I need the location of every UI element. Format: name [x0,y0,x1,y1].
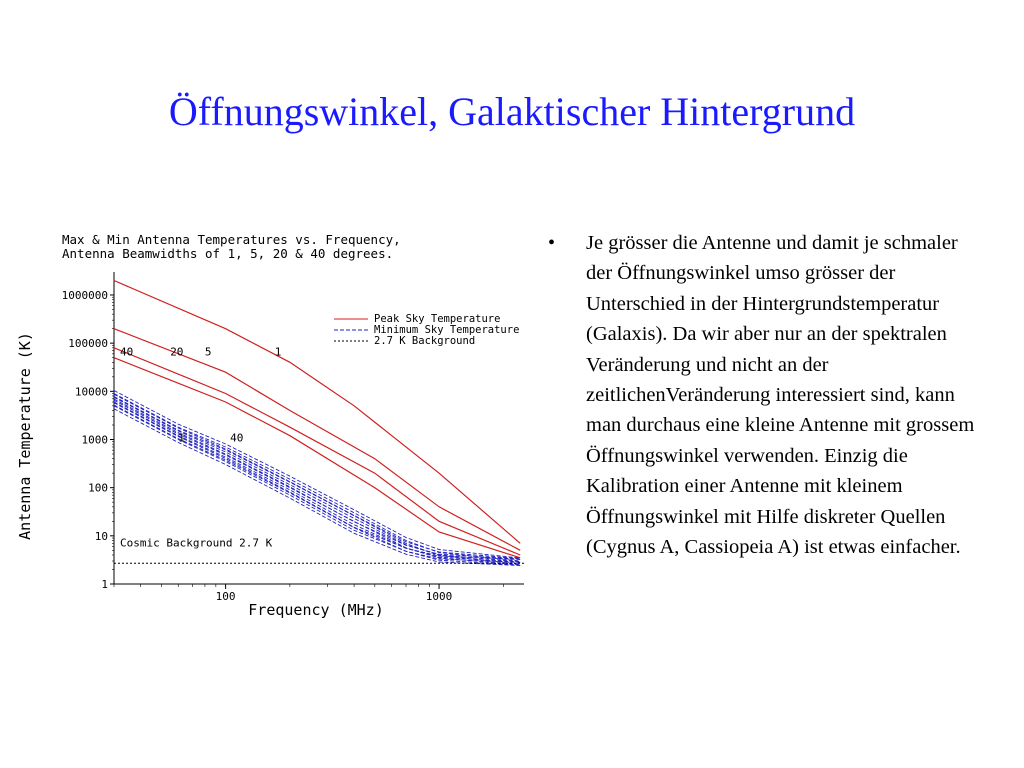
y-axis-label: Antenna Temperature (K) [16,332,34,540]
chart-annotation: 1 [178,431,185,445]
chart-annotation: 1 [274,345,282,359]
y-tick-label: 1000000 [61,288,108,302]
bullet-item [548,228,988,562]
y-tick-label: 100000 [68,337,108,351]
chart-annotation: 40 [230,431,244,445]
chart-annotation: Cosmic Background 2.7 K [119,536,273,550]
chart-title-line2: Antenna Beamwidths of 1, 5, 20 & 40 degrees. [62,246,394,261]
legend-label: Peak Sky Temperature [374,313,501,325]
chart-background [16,228,540,620]
bullet-text: Je grösser die Antenne und damit je schmaler der Öffnungswinkel umso grösser der Unterschied in der Hintergrundstemperatur (Galaxis). Da wir aber nur an der spektralen Veränderung und nicht an der zeitlichenVeränderung interessiert sind, kann man durchaus eine kleine Antenne mit grossem Öffnungswinkel verwenden. Einzig die Kalibration einer Antenne mit kleinem Öffnungswinkel mit Hilfe diskreter Quellen (Cygnus A, Cassiopeia A) ist etwas einfacher. [586,232,975,559]
slide-title: Öffnungswinkel, Galaktischer Hintergrund [168,89,856,134]
y-tick-label: 10000 [74,385,108,399]
x-tick-label: 1000 [425,590,453,603]
y-tick-label: 1 [101,578,108,591]
y-tick-label: 10 [94,529,108,543]
chart-container [16,228,540,620]
bullet-list [548,228,988,562]
antenna-temperature-chart [16,228,540,620]
chart-annotation: 5 [204,345,212,359]
y-tick-label: 100 [88,481,108,495]
bullet-icon: • [548,232,556,254]
chart-annotation: 40 [119,345,134,359]
x-tick-label: 100 [215,590,236,603]
legend-label: Minimum Sky Temperature [374,324,520,336]
chart-annotation: 20 [170,345,184,359]
legend-label: 2.7 K Background [374,335,476,347]
x-axis-label: Frequency (MHz) [248,601,384,619]
y-tick-label: 1000 [81,433,108,447]
chart-title-line1: Max & Min Antenna Temperatures vs. Frequency, [62,232,401,247]
